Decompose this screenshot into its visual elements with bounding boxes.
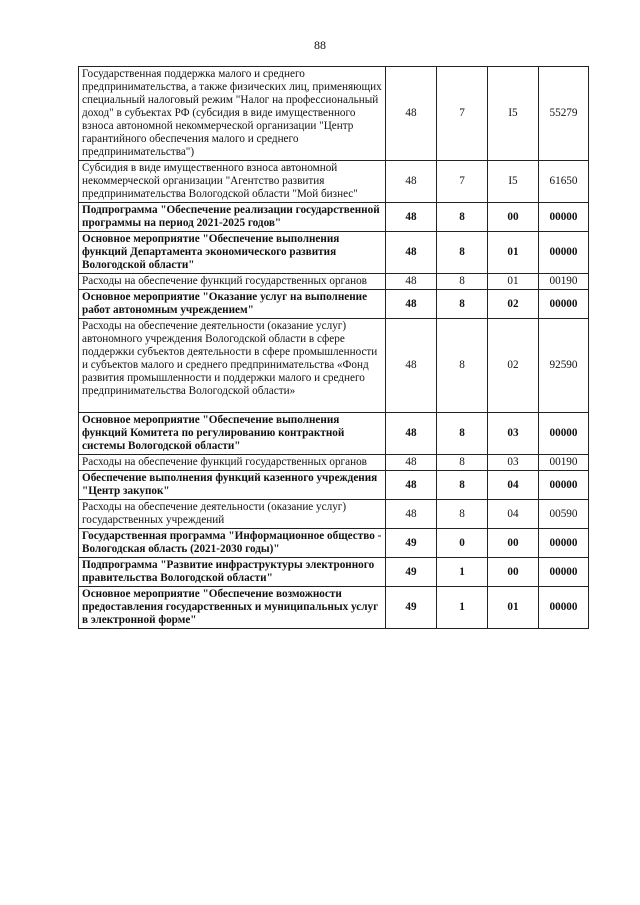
row-name-cell: Подпрограмма "Развитие инфраструктуры электронного правительства Вологодской области": [79, 558, 386, 587]
row-name-cell: Расходы на обеспечение деятельности (оказание услуг) автономного учреждения Вологодской области в сфере поддержки субъектов деятельности в сфере промышленности и субъектов малого и среднего предпринимательства «Фонд развития промышленности и поддержки малого и среднего предпринимательства Вологодской области»: [79, 319, 386, 413]
code-cell-3: 01: [488, 587, 539, 629]
code-cell-2: 8: [437, 471, 488, 500]
row-name-cell: Основное мероприятие "Оказание услуг на выполнение работ автономным учреждением": [79, 290, 386, 319]
table-row: [79, 290, 589, 319]
code-cell-2: 8: [437, 500, 488, 529]
page-number: 88: [314, 38, 326, 52]
code-cell-2: 8: [437, 319, 488, 413]
code-cell-3: 03: [488, 413, 539, 455]
row-name-cell: Основное мероприятие "Обеспечение возможности предоставления государственных и муниципальных услуг в электронной форме": [79, 587, 386, 629]
code-cell-3: 04: [488, 500, 539, 529]
code-cell-1: 48: [386, 455, 437, 471]
code-cell-4: 55279: [539, 67, 589, 161]
code-cell-1: 49: [386, 529, 437, 558]
code-cell-4: 61650: [539, 161, 589, 203]
code-cell-1: 48: [386, 232, 437, 274]
code-cell-3: 02: [488, 319, 539, 413]
code-cell-4: 00000: [539, 587, 589, 629]
code-cell-1: 48: [386, 471, 437, 500]
code-cell-3: 00: [488, 529, 539, 558]
table-row: [79, 587, 589, 629]
code-cell-4: 00000: [539, 413, 589, 455]
table-row: [79, 232, 589, 274]
code-cell-4: 00590: [539, 500, 589, 529]
row-name-cell: Расходы на обеспечение деятельности (оказание услуг) государственных учреждений: [79, 500, 386, 529]
table-row: [79, 203, 589, 232]
code-cell-4: 00000: [539, 529, 589, 558]
code-cell-2: 8: [437, 413, 488, 455]
code-cell-3: 00: [488, 203, 539, 232]
code-cell-1: 49: [386, 558, 437, 587]
code-cell-1: 49: [386, 587, 437, 629]
code-cell-1: 48: [386, 67, 437, 161]
table-row: [79, 471, 589, 500]
code-cell-2: 1: [437, 558, 488, 587]
table-row: [79, 500, 589, 529]
budget-classification-table: [78, 66, 589, 629]
code-cell-2: 8: [437, 203, 488, 232]
row-name-cell: Государственная программа "Информационное общество - Вологодская область (2021-2030 годы)": [79, 529, 386, 558]
row-name-cell: Основное мероприятие "Обеспечение выполнения функций Департамента экономического развития Вологодской области": [79, 232, 386, 274]
code-cell-3: I5: [488, 161, 539, 203]
code-cell-3: 04: [488, 471, 539, 500]
code-cell-3: 03: [488, 455, 539, 471]
code-cell-3: 00: [488, 558, 539, 587]
code-cell-4: 00000: [539, 232, 589, 274]
code-cell-4: 92590: [539, 319, 589, 413]
code-cell-4: 00000: [539, 558, 589, 587]
code-cell-1: 48: [386, 500, 437, 529]
row-name-cell: Субсидия в виде имущественного взноса автономной некоммерческой организации "Агентство развития предпринимательства Вологодской области "Мой бизнес": [79, 161, 386, 203]
code-cell-1: 48: [386, 161, 437, 203]
code-cell-1: 48: [386, 203, 437, 232]
code-cell-2: 7: [437, 67, 488, 161]
code-cell-2: 8: [437, 232, 488, 274]
row-name-cell: Основное мероприятие "Обеспечение выполнения функций Комитета по регулированию контрактной системы Вологодской области": [79, 413, 386, 455]
code-cell-4: 00000: [539, 290, 589, 319]
table-row: [79, 319, 589, 413]
code-cell-1: 48: [386, 319, 437, 413]
code-cell-3: 01: [488, 274, 539, 290]
code-cell-2: 7: [437, 161, 488, 203]
table-row: [79, 274, 589, 290]
row-name-cell: Обеспечение выполнения функций казенного учреждения "Центр закупок": [79, 471, 386, 500]
code-cell-2: 1: [437, 587, 488, 629]
code-cell-4: 00000: [539, 471, 589, 500]
code-cell-4: 00000: [539, 203, 589, 232]
row-name-cell: Подпрограмма "Обеспечение реализации государственной программы на период 2021-2025 годов": [79, 203, 386, 232]
code-cell-2: 8: [437, 274, 488, 290]
code-cell-2: 8: [437, 290, 488, 319]
row-name-cell: Государственная поддержка малого и среднего предпринимательства, а также физических лиц, применяющих специальный налоговый режим "Налог на профессиональный доход" в субъектах РФ (субсидия в виде имущественного взноса автономной некоммерческой организации "Центр гарантийного обеспечения малого и среднего предпринимательства"): [79, 67, 386, 161]
table-row: [79, 529, 589, 558]
code-cell-1: 48: [386, 413, 437, 455]
table-row: [79, 455, 589, 471]
code-cell-1: 48: [386, 290, 437, 319]
code-cell-3: 01: [488, 232, 539, 274]
code-cell-4: 00190: [539, 274, 589, 290]
table-row: [79, 161, 589, 203]
code-cell-3: 02: [488, 290, 539, 319]
code-cell-4: 00190: [539, 455, 589, 471]
row-name-cell: Расходы на обеспечение функций государственных органов: [79, 274, 386, 290]
row-name-cell: Расходы на обеспечение функций государственных органов: [79, 455, 386, 471]
table-row: [79, 413, 589, 455]
code-cell-2: 0: [437, 529, 488, 558]
code-cell-3: I5: [488, 67, 539, 161]
code-cell-1: 48: [386, 274, 437, 290]
code-cell-2: 8: [437, 455, 488, 471]
table-row: [79, 558, 589, 587]
table-row: [79, 67, 589, 161]
